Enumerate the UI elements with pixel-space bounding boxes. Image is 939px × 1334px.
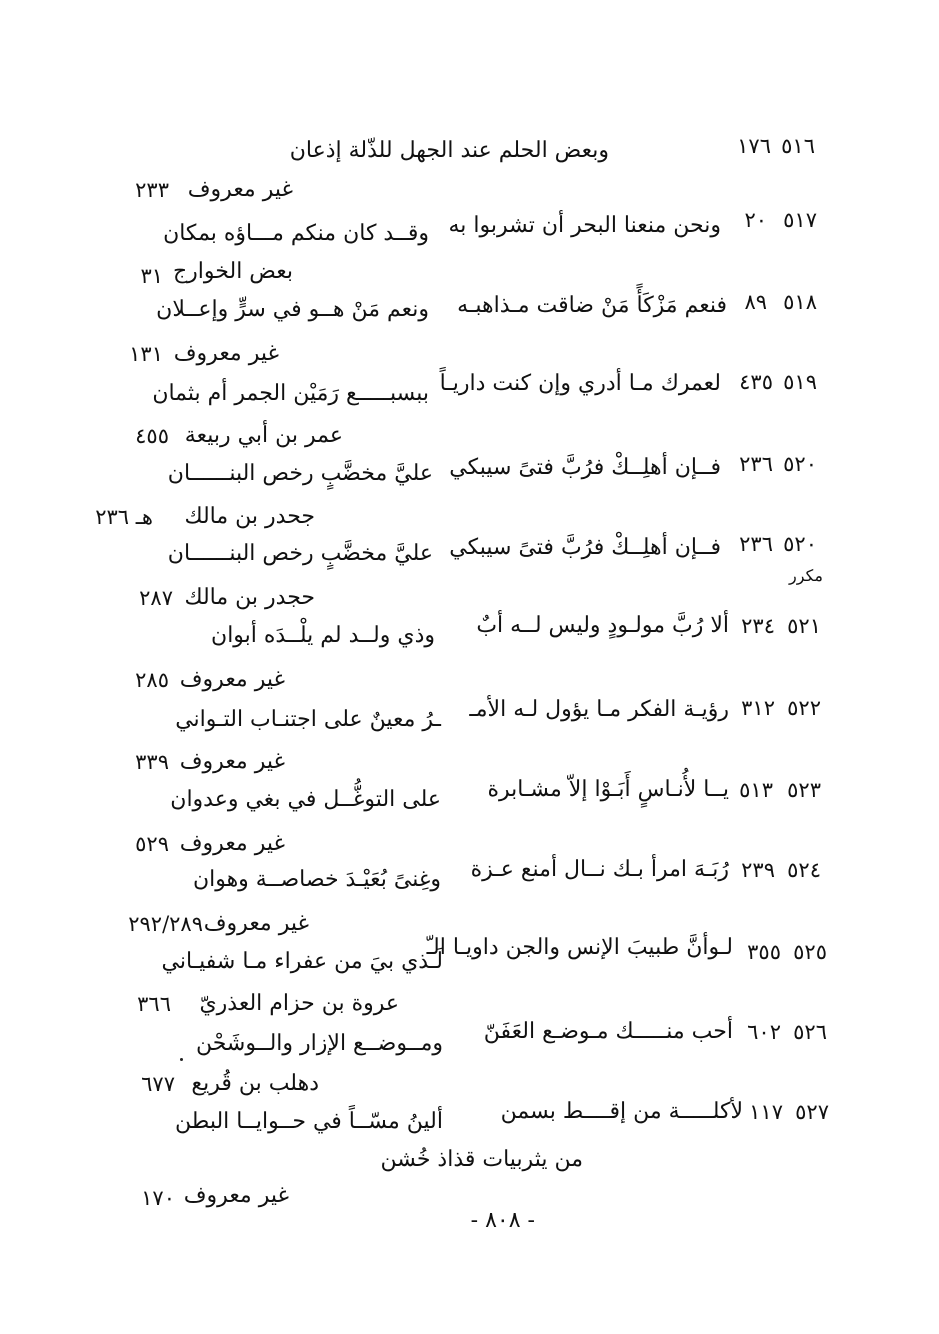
verse-first-half: فــإن أهلِــكْ فرُبَّ فتىً سيبكي bbox=[449, 535, 721, 560]
verse-second-half: وذي ولــد لم يلْــدَه أبوان bbox=[211, 623, 435, 648]
poet-ref: ٦٧٧ bbox=[141, 1072, 175, 1096]
poet-name: عروة بن حزام العذريّ bbox=[199, 991, 399, 1016]
poet-name: عمر بن أبي ربيعة bbox=[184, 423, 343, 448]
verse-first-half: ألا رُبَّ مولـودٍ وليس لــه أبٌ bbox=[476, 613, 729, 638]
poet-ref: ٢٨٥ bbox=[135, 668, 169, 692]
poet-name: بعض الخوارج bbox=[172, 259, 293, 284]
verse-second-half: على التوغُّــل في بغي وعدوان bbox=[170, 787, 441, 812]
source-page: ٢٠ bbox=[744, 208, 767, 232]
attribution-line: من يثربيات قذاذ خُشن bbox=[380, 1147, 583, 1172]
entry-number: ٥٢٤ bbox=[787, 858, 821, 882]
verse-second-half: عليَّ مخضَّبٍ رخص البنــــــان bbox=[167, 541, 433, 566]
verse-second-half: لَـذي بيَ من عفراء مـا شفيـاني bbox=[161, 949, 443, 974]
entry-number: ٥١٨ bbox=[783, 290, 817, 314]
ink-speck bbox=[180, 1058, 183, 1061]
poet-ref: هـ ٢٣٦ bbox=[95, 505, 153, 529]
source-page: ٢٣٦ bbox=[739, 532, 773, 556]
source-page: ٣١٢ bbox=[741, 696, 775, 720]
entry-number: ٥٢٣ bbox=[787, 778, 821, 802]
verse-first-half: فــإن أهلِــكْ فرُبَّ فتىً سيبكي bbox=[449, 455, 721, 480]
source-page: ٢٣٩ bbox=[741, 858, 775, 882]
poet-name: غير معروف bbox=[187, 177, 293, 202]
source-page: ٢٣٦ bbox=[739, 452, 773, 476]
entry-number: ٥٢٥ bbox=[793, 940, 827, 964]
poet-name: غير معروف bbox=[183, 1183, 289, 1208]
poet-ref: ٣٦٦ bbox=[137, 992, 171, 1016]
verse-first-half: لـوأنَّ طبيبَ الإنس والجن داويـا الـّ bbox=[426, 935, 733, 960]
source-page: ١١٧ bbox=[749, 1100, 783, 1124]
poet-ref: ١٣١ bbox=[129, 342, 163, 366]
poet-ref: ٢٨٧ bbox=[139, 586, 173, 610]
repeat-note: مكرر bbox=[789, 566, 823, 585]
source-page: ٨٩ bbox=[744, 290, 767, 314]
entry-number: ٥٢٧ bbox=[795, 1100, 829, 1124]
poet-name: دهلب بن قُريع bbox=[191, 1071, 319, 1096]
poet-name: حجدر بن مالك bbox=[184, 585, 315, 610]
poet-name: غير معروف bbox=[173, 341, 279, 366]
header-page-number: ١٧٦ bbox=[737, 134, 771, 158]
poet-ref: ٥٢٩ bbox=[135, 832, 169, 856]
entry-number: ٥١٧ bbox=[783, 208, 817, 232]
poet-ref: ٢٩٢/٢٨٩ bbox=[128, 912, 203, 936]
verse-second-half: وغِنىً بُعَيْـدَ خصاصــة وهوان bbox=[192, 867, 441, 892]
verse-second-half: عليَّ مخضَّبٍ رخص البنــــــان bbox=[167, 461, 433, 486]
source-page: ٥١٣ bbox=[739, 778, 773, 802]
source-page: ٦٠٢ bbox=[747, 1020, 781, 1044]
poet-ref: ٤٥٥ bbox=[135, 424, 169, 448]
poet-ref: ٣١ bbox=[140, 264, 163, 288]
verse-second-half: ونعم مَنْ هــو في سرٍّ وإعــلان bbox=[156, 297, 429, 322]
entry-number: ٥٢٠ bbox=[783, 452, 817, 476]
poet-ref: ٢٣٣ bbox=[135, 178, 169, 202]
source-page: ٢٣٤ bbox=[741, 614, 775, 638]
poet-ref: ٣٣٩ bbox=[135, 750, 169, 774]
header-verse: وبعض الحلم عند الجهل للذّلة إذعان bbox=[289, 138, 609, 163]
poet-name: غير معروف bbox=[179, 749, 285, 774]
entry-number: ٥٢١ bbox=[787, 614, 821, 638]
verse-second-half: وقــد كان منكم مـــاؤه بمكان bbox=[163, 221, 429, 246]
verse-first-half: رؤيـة الفكر مـا يؤول لـه الأمـ bbox=[469, 697, 729, 722]
entry-number: ٥٢٦ bbox=[793, 1020, 827, 1044]
page-number: - ٨٠٨ - bbox=[470, 1208, 535, 1233]
entry-number: ٥٢٢ bbox=[787, 696, 821, 720]
poet-name: غير معروف bbox=[179, 831, 285, 856]
verse-second-half: ـرُ معينٌ على اجتنـاب التـواني bbox=[175, 707, 441, 732]
verse-second-half: ببسبـــــع رَمَيْن الجمر أم بثمان bbox=[152, 381, 429, 406]
poet-name: غير معروف bbox=[203, 911, 309, 936]
verse-first-half: فنعم مَزْكَأً مَنْ ضاقت مـذاهبـه bbox=[457, 293, 727, 318]
verse-second-half: ألينُ مسّــاً في حــوايــا البطن bbox=[175, 1109, 443, 1134]
poet-name: جحدر بن مالك bbox=[184, 504, 315, 529]
verse-first-half: يــا لأُنـاسٍ أَبَـوْا إلاّ مشـابرة bbox=[487, 777, 729, 802]
poet-ref: ١٧٠ bbox=[141, 1186, 175, 1210]
verse-first-half: ونحن منعنا البحر أن تشربوا به bbox=[448, 213, 721, 238]
header-entry-number: ٥١٦ bbox=[781, 134, 815, 158]
source-page: ٣٥٥ bbox=[747, 940, 781, 964]
verse-first-half: رُبَـهَ امرأ بـك نــال أمنع عـزة bbox=[470, 857, 729, 882]
verse-first-half: أحب منـــــك مـوضـع العَفَنّ bbox=[483, 1019, 733, 1044]
verse-first-half: لأكلـــــة من إقــــط بسمن bbox=[500, 1099, 743, 1124]
source-page: ٤٣٥ bbox=[739, 370, 773, 394]
entry-number: ٥١٩ bbox=[783, 370, 817, 394]
poet-name: غير معروف bbox=[179, 667, 285, 692]
entry-number: ٥٢٠ bbox=[783, 532, 817, 556]
verse-second-half: ومــوضــع الإزار والــوشَحْن bbox=[195, 1031, 443, 1056]
verse-first-half: لعمرك مـا أدري وإن كنت داريـاً bbox=[439, 371, 721, 396]
